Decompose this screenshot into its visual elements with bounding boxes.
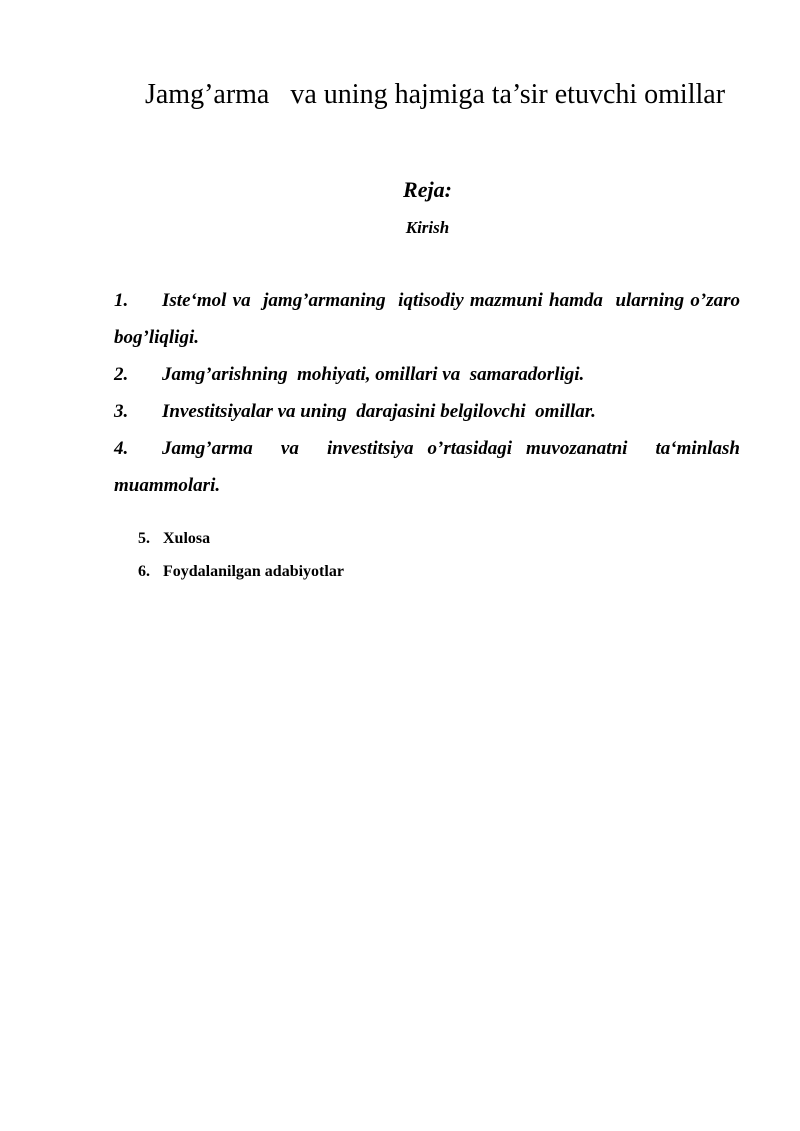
plan-item-text: Iste‘mol va jamg’armaning iqtisodiy mazmuni hamda ularning o’zaro bog’liqligi. bbox=[114, 290, 745, 348]
extra-item bbox=[138, 522, 344, 555]
plan-item-text: Jamg’arishning mohiyati, omillari va samaradorligi. bbox=[162, 364, 585, 385]
intro-heading: Kirish bbox=[405, 218, 450, 237]
extra-item-text: Foydalanilgan adabiyotlar bbox=[163, 563, 344, 580]
document-title: Jamg’arma va uning hajmiga ta’sir etuvchi omillar bbox=[144, 79, 726, 110]
plan-item-text: Jamg’arma va investitsiya o’rtasidagi muvozanatni ta‘minlash muammolari. bbox=[114, 438, 745, 496]
plan-item-number: 1. bbox=[114, 290, 129, 311]
plan-item bbox=[114, 393, 740, 430]
extra-item bbox=[138, 555, 344, 588]
extra-list bbox=[138, 522, 344, 588]
plan-item bbox=[114, 430, 745, 504]
extra-item-number: 5. bbox=[138, 530, 150, 547]
plan-item-number: 4. bbox=[114, 438, 129, 459]
plan-list bbox=[114, 282, 745, 504]
extra-item-number: 6. bbox=[138, 563, 150, 580]
plan-item-number: 2. bbox=[114, 364, 129, 385]
plan-item bbox=[114, 282, 745, 356]
plan-heading: Reja: bbox=[403, 177, 452, 202]
plan-item-number: 3. bbox=[114, 401, 129, 422]
plan-item-text: Investitsiyalar va uning darajasini belgilovchi omillar. bbox=[162, 401, 596, 422]
plan-item bbox=[114, 356, 740, 393]
extra-item-text: Xulosa bbox=[163, 530, 211, 547]
